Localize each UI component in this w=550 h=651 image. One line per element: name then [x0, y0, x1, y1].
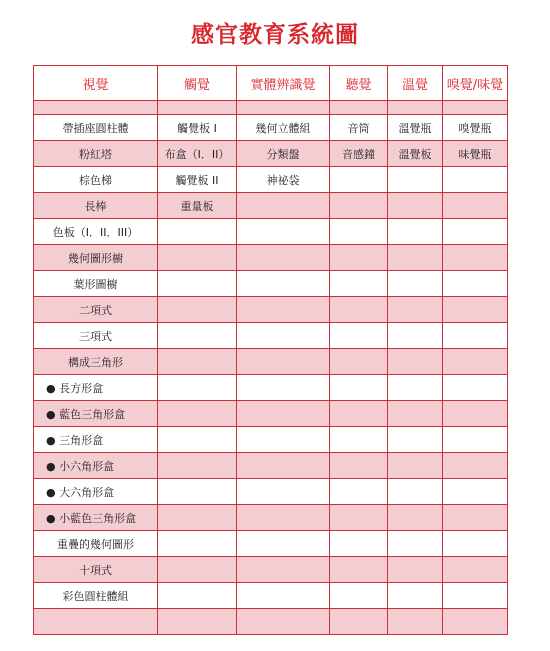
table-cell: 嗅覺瓶 [443, 115, 508, 141]
page-title: 感官教育系統圖 [191, 22, 359, 48]
table-row [34, 375, 508, 401]
table-cell: 觸覺板 II [158, 167, 237, 193]
table-cell [237, 531, 330, 557]
table-cell [388, 427, 443, 453]
table-cell [158, 401, 237, 427]
table-cell [330, 557, 388, 583]
table-cell [443, 349, 508, 375]
table-cell: 帶插座圓柱體 [34, 115, 158, 141]
table-cell [388, 583, 443, 609]
table-cell [237, 453, 330, 479]
table-cell [443, 297, 508, 323]
table-row [34, 505, 508, 531]
header-visual: 視覺 [34, 66, 158, 101]
table-cell [330, 375, 388, 401]
table-cell [237, 219, 330, 245]
table-cell: ● 三角形盒 [34, 427, 158, 453]
header-stereognostic: 實體辨識覺 [237, 66, 330, 101]
table-cell [158, 349, 237, 375]
table-cell: 二項式 [34, 297, 158, 323]
table-cell [443, 583, 508, 609]
table-cell: 棕色梯 [34, 167, 158, 193]
table-cell [443, 245, 508, 271]
table-cell [443, 375, 508, 401]
table-cell [237, 245, 330, 271]
spacer-cell [443, 101, 508, 115]
table-cell [330, 167, 388, 193]
table-cell [158, 245, 237, 271]
table-row [34, 609, 508, 635]
table-row [34, 141, 508, 167]
table-cell [237, 297, 330, 323]
table-cell [330, 609, 388, 635]
table-cell [388, 297, 443, 323]
table-cell: 幾何圖形櫥 [34, 245, 158, 271]
table-cell [330, 349, 388, 375]
table-row [34, 323, 508, 349]
table-cell [330, 531, 388, 557]
table-cell: 觸覺板 I [158, 115, 237, 141]
table-row [34, 115, 508, 141]
table-row [34, 349, 508, 375]
table-cell [158, 219, 237, 245]
table-cell [158, 297, 237, 323]
table-cell: 葉形圖櫥 [34, 271, 158, 297]
table-cell [158, 609, 237, 635]
table-cell [330, 245, 388, 271]
table-cell [237, 505, 330, 531]
spacer-cell [330, 101, 388, 115]
table-cell [388, 193, 443, 219]
table-cell [443, 479, 508, 505]
spacer-cell [388, 101, 443, 115]
table-cell [330, 401, 388, 427]
table-cell [330, 323, 388, 349]
table-row [34, 583, 508, 609]
table-cell: ● 大六角形盒 [34, 479, 158, 505]
table-cell [158, 479, 237, 505]
table-cell [330, 583, 388, 609]
table-cell [388, 271, 443, 297]
table-cell [158, 453, 237, 479]
table-cell [388, 349, 443, 375]
table-cell [388, 219, 443, 245]
table-cell [388, 323, 443, 349]
table-cell: 神祕袋 [237, 167, 330, 193]
header-row [34, 66, 508, 101]
table-cell [330, 453, 388, 479]
table-cell [443, 271, 508, 297]
sensory-table [33, 65, 508, 635]
table-cell [237, 557, 330, 583]
table-cell [237, 583, 330, 609]
table-cell [443, 505, 508, 531]
table-cell [237, 375, 330, 401]
table-cell: ● 藍色三角形盒 [34, 401, 158, 427]
table-cell [388, 375, 443, 401]
spacer-cell [34, 101, 158, 115]
table-cell [330, 479, 388, 505]
table-cell: 構成三角形 [34, 349, 158, 375]
table-row [34, 219, 508, 245]
table-cell: 重疊的幾何圖形 [34, 531, 158, 557]
table-cell: 長棒 [34, 193, 158, 219]
table-row [34, 531, 508, 557]
table-cell: 音感鐘 [330, 141, 388, 167]
table-cell [330, 193, 388, 219]
table-cell [158, 323, 237, 349]
table-cell: ● 小藍色三角形盒 [34, 505, 158, 531]
table-row [34, 193, 508, 219]
header-spacer-row [34, 101, 508, 115]
table-cell [443, 219, 508, 245]
table-cell [443, 531, 508, 557]
table-cell [443, 557, 508, 583]
table-cell [443, 193, 508, 219]
header-thermic: 溫覺 [388, 66, 443, 101]
table-cell [237, 193, 330, 219]
table-cell [330, 271, 388, 297]
table-cell [443, 427, 508, 453]
table-cell [330, 219, 388, 245]
table-cell [158, 271, 237, 297]
table-cell [237, 271, 330, 297]
table-cell [237, 427, 330, 453]
table-cell: 味覺瓶 [443, 141, 508, 167]
table-cell [443, 167, 508, 193]
table-cell: 布盒（I．II） [158, 141, 237, 167]
table-cell [388, 479, 443, 505]
table-cell [443, 609, 508, 635]
table-cell: 溫覺瓶 [388, 115, 443, 141]
table-row [34, 479, 508, 505]
table-cell: 溫覺板 [388, 141, 443, 167]
table-row [34, 453, 508, 479]
table-cell [388, 167, 443, 193]
table-cell [158, 427, 237, 453]
table-cell: 分類盤 [237, 141, 330, 167]
table-cell [388, 245, 443, 271]
table-cell [34, 609, 158, 635]
table-cell [237, 401, 330, 427]
table-cell: ● 小六角形盒 [34, 453, 158, 479]
table-cell [388, 557, 443, 583]
table-cell: 三項式 [34, 323, 158, 349]
table-cell: 音筒 [330, 115, 388, 141]
table-cell: 十項式 [34, 557, 158, 583]
table-cell [330, 297, 388, 323]
table-cell: ● 長方形盒 [34, 375, 158, 401]
table-cell [158, 375, 237, 401]
table-cell [158, 557, 237, 583]
table-cell: 重量板 [158, 193, 237, 219]
table-cell [237, 479, 330, 505]
table-cell [158, 531, 237, 557]
table-cell [388, 453, 443, 479]
table-cell [443, 453, 508, 479]
table-row [34, 401, 508, 427]
table-cell [443, 323, 508, 349]
table-row [34, 167, 508, 193]
table-row [34, 271, 508, 297]
table-cell: 粉紅塔 [34, 141, 158, 167]
table-cell: 色板（I．II．III） [34, 219, 158, 245]
table-row [34, 557, 508, 583]
table-row [34, 427, 508, 453]
table-cell [330, 427, 388, 453]
spacer-cell [158, 101, 237, 115]
header-smell-taste: 嗅覺/味覺 [443, 66, 508, 101]
header-hearing: 聽覺 [330, 66, 388, 101]
table-cell [158, 583, 237, 609]
table-cell: 彩色圓柱體組 [34, 583, 158, 609]
table-cell [388, 609, 443, 635]
table-cell [388, 505, 443, 531]
spacer-cell [237, 101, 330, 115]
table-row [34, 245, 508, 271]
table-cell: 幾何立體組 [237, 115, 330, 141]
table-cell [158, 505, 237, 531]
table-cell [443, 401, 508, 427]
table-row [34, 297, 508, 323]
header-touch: 觸覺 [158, 66, 237, 101]
table-cell [237, 349, 330, 375]
table-cell [388, 401, 443, 427]
table-cell [388, 531, 443, 557]
table-cell [237, 323, 330, 349]
table-cell [330, 505, 388, 531]
table-cell [237, 609, 330, 635]
